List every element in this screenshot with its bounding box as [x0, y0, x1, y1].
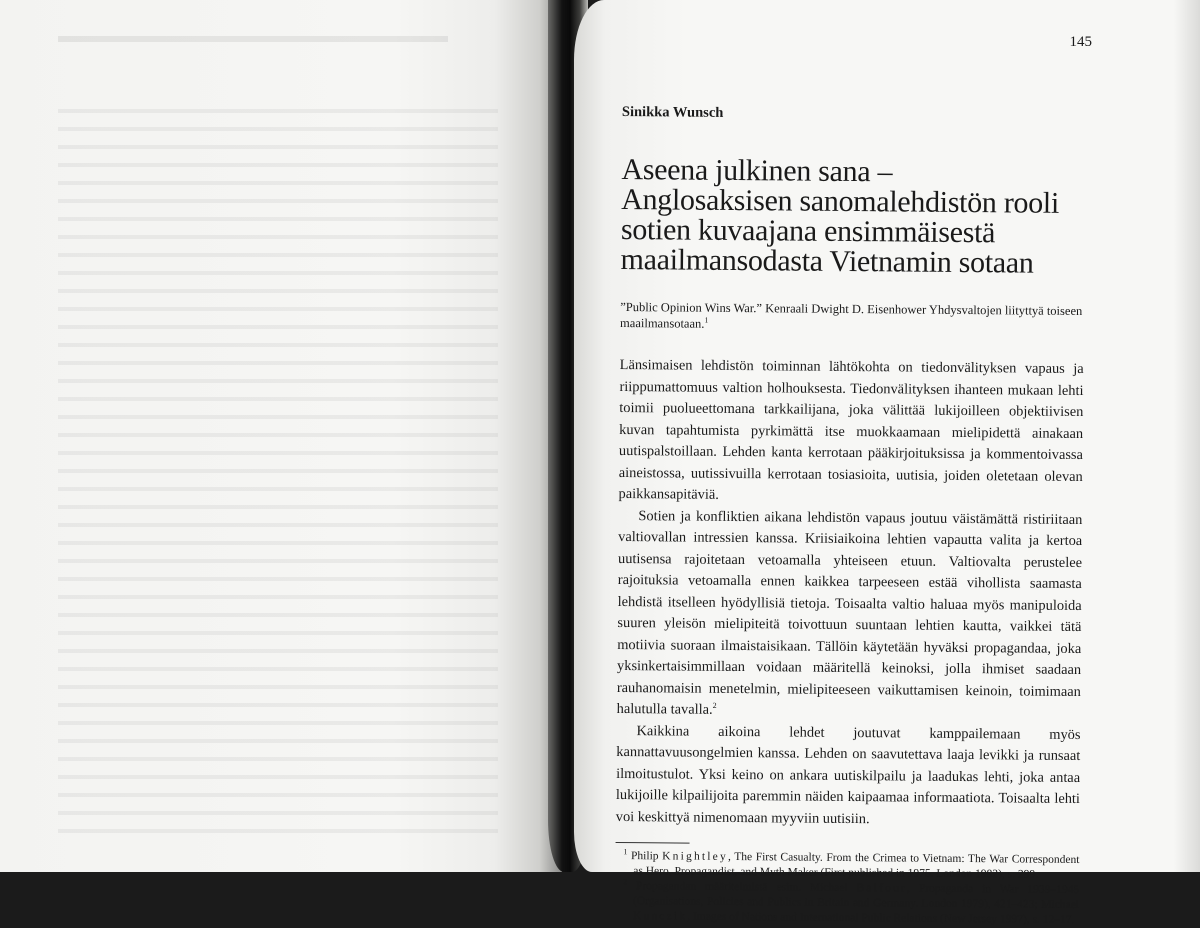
right-page [574, 0, 1200, 926]
footnote-text: , Propaganda in War 1939–1945 (Organisations, Policies and Publics in Britain and Germany. London 1979), 421–423; Michael [632, 882, 1080, 912]
footnote-number: 1 [623, 847, 628, 857]
epigraph-text: ”Public Opinion Wins War.” Kenraali Dwight D. Eisenhower Yhdysvaltojen liityttyä toiseen maailmansotaan. [620, 299, 1083, 331]
footnote-number: 2 [623, 877, 628, 887]
footnote-author: Balfour [856, 882, 908, 895]
footnote-1 [615, 849, 1079, 883]
footnote-2 [615, 879, 1079, 928]
footnote-author: Knightley [662, 850, 729, 863]
footnote-text: , Images of Nations and International Public Relations (New Jersey 1997), s. 12–17. [687, 910, 1075, 926]
paragraph-text: Kaikkina aikoina lehdet joutuvat kamppailemaan myös kannattavuusongelmien kanssa. Lehden on saavutettava laaja levikki ja runsaat ilmoitustulot. Yksi keino on ankara uutiskilpailu ja laadukas lehti, joka antaa lukijoille kilpailijoita paremmin näiden kaipaamaa informaatiota. Toisaalta lehti voi keskittyä nimenomaan myyviin uutisiin. [615, 722, 1081, 827]
footnote-text: Philip [631, 850, 663, 863]
paragraph-1 [618, 355, 1083, 510]
paragraph-2 [617, 505, 1083, 724]
article-title [620, 152, 1086, 280]
page-number: 145 [1069, 34, 1092, 50]
footnote-text: , The First Casualty. From the Crimea to Vietnam: The War Correspondent as Hero, Propagandist, and Myth Maker (First published in 1975. London 1982), s. 299. [633, 850, 1080, 881]
paragraph-text: Länsimaisen lehdistön toiminnan lähtökohta on tiedonvälityksen vapaus ja riippumattomuus valtion holhouksesta. Tiedonvälityksen ihanteen mukaan lehti toimii puolueettomana tarkkailijana, joka välittää lukijoilleen objektiivisen kuvan tapahtumista pyrkimättä itse muokkaamaan mielipidettä ainakaan uutispalstoillaan. Lehden kanta kerrotaan pääkirjoituksissa ja kommentoivassa aineistossa, uutissivuilla kerrotaan tosiasioita, uutisia, joiden oletetaan olevan paikkansapitäviä. [618, 356, 1084, 503]
show-through-header [58, 36, 448, 42]
epigraph [620, 299, 1084, 335]
epigraph-footnote-ref: 1 [704, 315, 709, 325]
title-line-2: Anglosaksisen sanomalehdistön rooli [621, 182, 1060, 220]
paragraph-text: Sotien ja konfliktien aikana lehdistön vapaus joutuu väistämättä ristiriitaan valtiovallan intressien kanssa. Kriisiaikoina lehtien vapautta valita ja kertoa uutisensa rajoitetaan vetoamalla yhteiseen etuun. Valtiovalta perustelee rajoituksia vetoamalla ennen kaikkea tarpeeseen estää vihollista saamasta lehdistä itselleen hyödyllisiä tietoja. Toisaalta valtio haluaa myös manipuloida suuren yleisön mielipiteitä toivottuun suuntaan lehtien kautta, vaikkei tätä motiivia suoraan ilmaistaisikaan. Tällöin käytetään hyväksi propagandaa, joka yksinkertaisimmillaan voidaan määritellä keinoksi, jolla ihmiset saadaan rauhanomaisin menetelmin, mielipiteeseen vaikuttamisen keinoin, toimimaan halutulla tavalla. [616, 507, 1083, 718]
article [615, 104, 1086, 928]
page-edge-shadow [1174, 0, 1200, 872]
footnote-text: Propagandan määritelmistä esim. Michael [636, 880, 857, 895]
paragraph-3 [616, 720, 1081, 832]
title-line-4: maailmansodasta Vietnamin sotaan [620, 242, 1034, 280]
footnote-ref: 2 [712, 701, 717, 711]
show-through-text [58, 95, 498, 835]
footnote-divider [616, 842, 690, 844]
title-line-1: Aseena julkinen sana – [621, 152, 893, 189]
footnote-author: Kunczik [632, 910, 688, 923]
left-page-blank [0, 0, 562, 872]
article-author: Sinikka Wunsch [621, 104, 724, 121]
title-line-3: sotien kuvaajana ensimmäisestä [620, 212, 996, 250]
